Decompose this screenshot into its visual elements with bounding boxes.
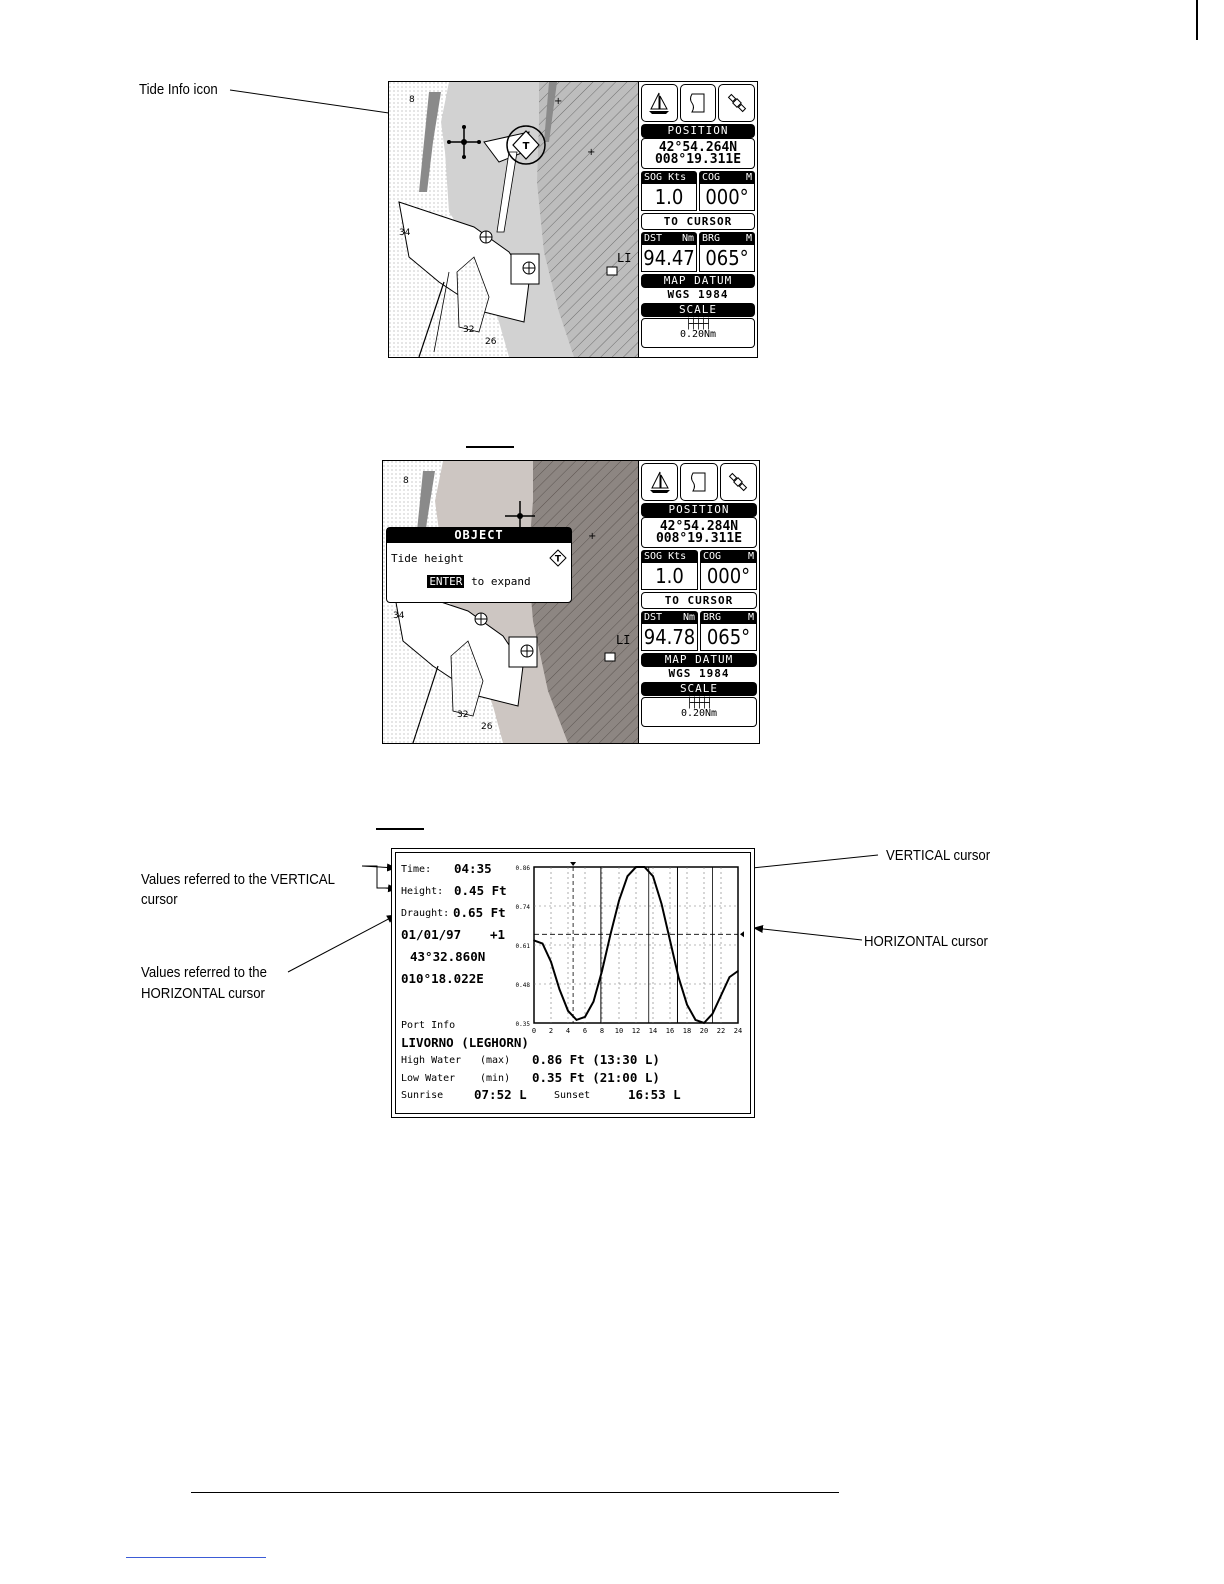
scale-value: 0.20Nm <box>680 708 718 719</box>
timezone-value: +1 <box>490 927 506 942</box>
height-value: 0.45 Ft <box>454 883 507 898</box>
scale-box <box>641 318 755 348</box>
callout-vertical-values-2: cursor <box>141 891 178 908</box>
depth-label: 8 <box>403 476 409 486</box>
map-datum-value: WGS 1984 <box>667 288 729 301</box>
info-panel-1 <box>638 82 757 357</box>
footer-link-line <box>126 1557 266 1558</box>
high-water-value: 0.86 Ft (13:30 L) <box>532 1052 660 1067</box>
tide-point <box>678 976 680 978</box>
tide-screen-inner <box>395 852 751 1114</box>
scale-value: 0.20Nm <box>679 329 717 340</box>
svg-text:T: T <box>554 554 562 565</box>
x-tick-label: 20 <box>699 1027 709 1035</box>
depth-label: 8 <box>409 95 415 105</box>
satellite-icon <box>726 470 750 494</box>
cog-value: 000° <box>700 563 757 590</box>
position-value <box>641 517 757 548</box>
x-tick-label: 24 <box>733 1027 743 1035</box>
brg-unit: M <box>747 612 754 623</box>
cog-header: COG <box>702 172 721 183</box>
enter-key[interactable]: ENTER <box>429 575 463 588</box>
port-info-label: Port Info <box>401 1020 456 1031</box>
info-panel-2 <box>638 461 759 743</box>
sunrise-label: Sunrise <box>401 1090 444 1101</box>
satellite-button[interactable] <box>718 84 755 122</box>
dst-value: 94.47 <box>641 245 697 272</box>
date-value: 01/01/97 <box>401 927 462 942</box>
tide-point <box>737 970 739 972</box>
satellite-icon <box>725 91 749 115</box>
svg-text:+: + <box>587 147 596 158</box>
tide-chart[interactable] <box>508 859 748 1035</box>
depth-label: 32 <box>463 325 475 335</box>
tide-point <box>712 1013 714 1015</box>
tide-point <box>567 1010 569 1012</box>
tide-point <box>661 903 663 905</box>
brg-value: 065° <box>699 245 755 272</box>
callout-vertical-cursor: VERTICAL cursor <box>886 847 991 864</box>
x-tick-label: 12 <box>631 1027 641 1035</box>
wreck-icon <box>605 653 615 661</box>
x-tick-label: 0 <box>531 1027 537 1035</box>
map-datum-value: WGS 1984 <box>668 667 730 680</box>
dst-unit: Nm <box>682 612 695 623</box>
buoy-icon <box>511 254 539 284</box>
x-tick-label: 6 <box>582 1027 588 1035</box>
boat-button[interactable] <box>641 84 678 122</box>
x-tick-label: 4 <box>565 1027 571 1035</box>
sog-header: SOG Kts <box>644 172 687 183</box>
sog-header: SOG Kts <box>644 551 687 562</box>
y-tick-label: 0.35 <box>515 1021 530 1028</box>
x-tick-label: 8 <box>599 1027 605 1035</box>
tide-point <box>533 940 535 942</box>
low-water-qualifier: (min) <box>480 1073 511 1084</box>
tide-point <box>729 976 731 978</box>
tide-point <box>720 995 722 997</box>
map-datum-header: MAP DATUM <box>641 274 755 288</box>
sailboat-icon <box>647 91 671 115</box>
x-tick-label: 14 <box>648 1027 658 1035</box>
scroll-icon <box>686 91 710 115</box>
latitude: 42°54.264N <box>658 140 738 155</box>
longitude: 008°19.311E <box>654 152 742 167</box>
tide-point <box>618 900 620 902</box>
cog-unit: M <box>745 172 752 183</box>
sailboat-icon <box>648 470 672 494</box>
tide-point <box>584 1016 586 1018</box>
tide-point <box>695 1019 697 1021</box>
chart-scroll-button[interactable] <box>680 84 717 122</box>
to-cursor-label: TO CURSOR <box>641 592 757 609</box>
tide-point <box>559 989 561 991</box>
x-tick-label: 10 <box>614 1027 624 1035</box>
scale-box <box>641 697 757 727</box>
scale-header: SCALE <box>641 682 757 696</box>
tide-point <box>627 875 629 877</box>
scroll-icon <box>687 470 711 494</box>
low-water-value: 0.35 Ft (21:00 L) <box>532 1070 660 1085</box>
x-tick-label: 18 <box>682 1027 692 1035</box>
high-water-qualifier: (max) <box>480 1055 511 1066</box>
svg-text:+: + <box>588 531 597 542</box>
tide-point <box>644 866 646 868</box>
vertical-cursor-marker <box>570 862 576 866</box>
dst-header: DST <box>644 612 663 623</box>
brg-header: BRG <box>702 233 721 244</box>
tide-point <box>610 933 612 935</box>
tide-point <box>652 875 654 877</box>
tide-screen <box>391 848 755 1118</box>
longitude-value: 010°18.022E <box>401 971 484 986</box>
y-tick-label: 0.61 <box>515 943 530 950</box>
tide-info-icon <box>549 549 567 567</box>
tide-point <box>601 970 603 972</box>
dst-value: 94.78 <box>641 624 698 651</box>
draught-value: 0.65 Ft <box>453 905 506 920</box>
dst-header: DST <box>644 233 663 244</box>
svg-text:+: + <box>554 96 563 107</box>
time-value: 04:35 <box>454 861 492 876</box>
latitude: 42°54.284N <box>659 519 739 534</box>
boat-button[interactable] <box>641 463 678 501</box>
position-header: POSITION <box>641 503 757 517</box>
expand-hint: to expand <box>471 575 531 588</box>
tide-info-icon[interactable] <box>507 126 545 164</box>
map-datum-header: MAP DATUM <box>641 653 757 667</box>
time-label: Time: <box>401 864 432 875</box>
y-tick-label: 0.86 <box>515 865 530 872</box>
object-dialog-title: OBJECT <box>387 528 571 543</box>
depth-label: 26 <box>481 722 493 732</box>
nautical-map-1[interactable] <box>389 82 639 357</box>
chart-scroll-button[interactable] <box>680 463 717 501</box>
scale-bar-icon: ├┼┼┼┤ <box>686 698 712 709</box>
underline-mark <box>376 828 424 830</box>
map-label: LI <box>616 633 631 647</box>
y-tick-label: 0.74 <box>515 904 530 911</box>
tide-point <box>576 1019 578 1021</box>
position-header: POSITION <box>641 124 755 138</box>
sunrise-value: 07:52 L <box>474 1087 527 1102</box>
height-label: Height: <box>401 886 444 897</box>
callout-vertical-values-1: Values referred to the VERTICAL <box>141 871 335 888</box>
satellite-button[interactable] <box>720 463 757 501</box>
svg-text:T: T <box>522 141 530 152</box>
x-tick-label: 16 <box>665 1027 675 1035</box>
cog-unit: M <box>747 551 754 562</box>
buoy-icon <box>480 231 492 243</box>
underline-mark <box>466 446 514 448</box>
callout-horizontal-values-2: HORIZONTAL cursor <box>141 985 265 1002</box>
cog-header: COG <box>703 551 722 562</box>
footer-rule <box>191 1492 839 1493</box>
position-value <box>641 138 755 169</box>
callout-horizontal-cursor: HORIZONTAL cursor <box>864 933 988 950</box>
callout-horizontal-values-1: Values referred to the <box>141 964 267 981</box>
tide-point <box>669 940 671 942</box>
depth-label: 34 <box>393 611 405 621</box>
brg-unit: M <box>745 233 752 244</box>
latitude-value: 43°32.860N <box>410 949 486 964</box>
scale-header: SCALE <box>641 303 755 317</box>
tide-point <box>550 961 552 963</box>
sog-value: 1.0 <box>641 563 698 590</box>
horizontal-cursor-marker <box>740 931 744 937</box>
chart-screen-2 <box>382 460 760 744</box>
object-dialog[interactable] <box>386 527 572 603</box>
to-cursor-label: TO CURSOR <box>641 213 755 230</box>
sog-value: 1.0 <box>641 184 697 211</box>
tide-point <box>593 1001 595 1003</box>
callout-tide-info-icon: Tide Info icon <box>139 81 218 98</box>
depth-label: 34 <box>399 228 411 238</box>
y-tick-label: 0.48 <box>515 982 530 989</box>
x-tick-label: 22 <box>716 1027 726 1035</box>
high-water-label: High Water <box>401 1055 462 1066</box>
draught-label: Draught: <box>401 908 450 919</box>
x-tick-label: 2 <box>548 1027 554 1035</box>
port-name: LIVORNO (LEGHORN) <box>401 1035 529 1050</box>
buoy-icon <box>509 637 537 667</box>
tide-point <box>703 1022 705 1024</box>
wreck-icon <box>607 267 617 275</box>
tide-point <box>542 943 544 945</box>
sunset-label: Sunset <box>554 1090 591 1101</box>
low-water-label: Low Water <box>401 1073 456 1084</box>
sunset-value: 16:53 L <box>628 1087 681 1102</box>
buoy-icon <box>475 613 487 625</box>
dst-unit: Nm <box>681 233 694 244</box>
tide-point <box>686 1004 688 1006</box>
tide-point <box>635 866 637 868</box>
depth-label: 26 <box>485 337 497 347</box>
cog-value: 000° <box>699 184 755 211</box>
brg-header: BRG <box>703 612 722 623</box>
depth-label: 32 <box>457 710 469 720</box>
chart-screen-1 <box>388 81 758 358</box>
longitude: 008°19.311E <box>655 531 743 546</box>
tide-height-item[interactable]: Tide height <box>391 551 464 565</box>
brg-value: 065° <box>700 624 757 651</box>
map-label: LI <box>617 251 632 265</box>
scale-bar-icon: ├┼┼┼┤ <box>685 319 711 330</box>
